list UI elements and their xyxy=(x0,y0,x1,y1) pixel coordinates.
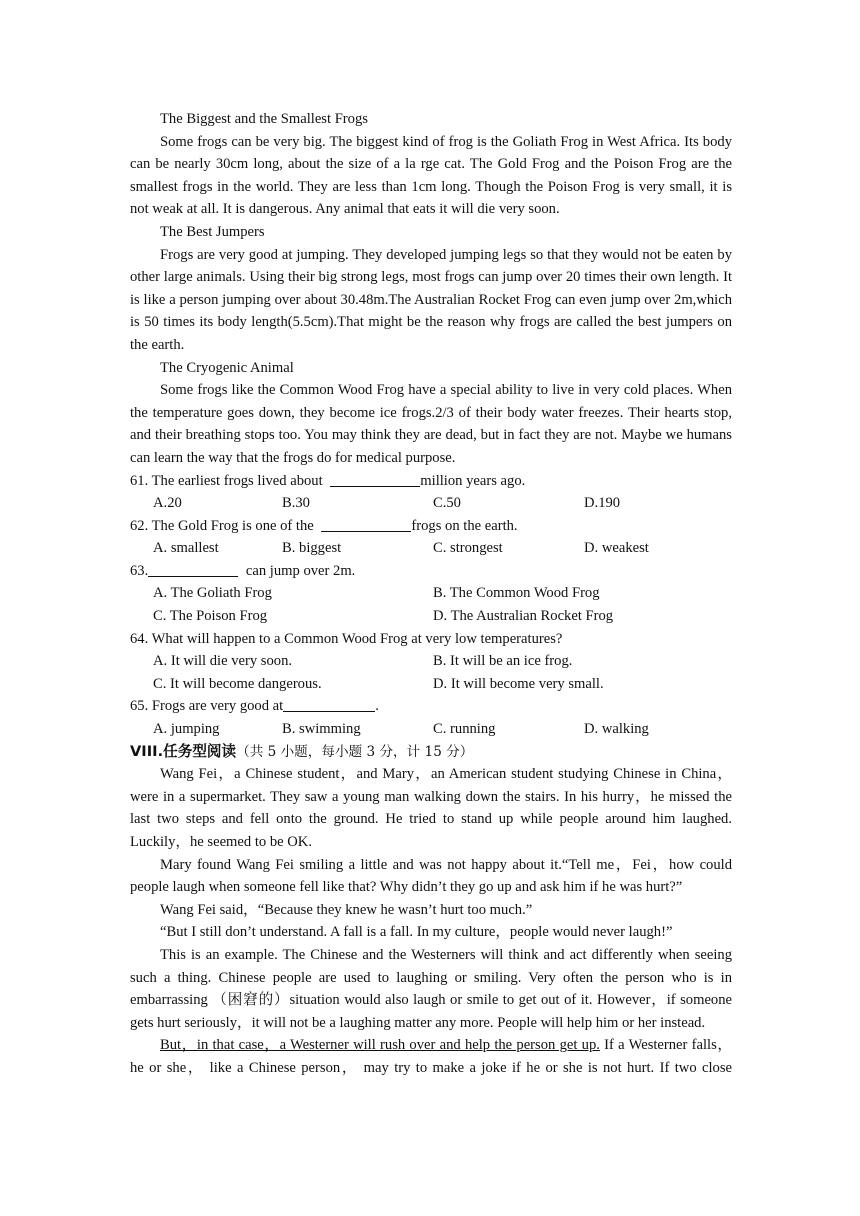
option-a: A. jumping xyxy=(153,721,220,738)
option-a: A. It will die very soon. xyxy=(153,653,293,670)
answer-blank xyxy=(321,516,411,532)
passage-paragraph-4: “But I still don’t understand. A fall is a fall. In my culture，people would never laugh!” xyxy=(160,924,673,941)
underlined-sentence: But，in that case，a Westerner will rush over and help the person get up. xyxy=(160,1037,600,1054)
question-62-options xyxy=(130,537,732,560)
passage-paragraph-3: Wang Fei said，“Because they knew he wasn’t hurt too much.” xyxy=(160,901,533,918)
option-c: C. strongest xyxy=(433,540,503,557)
question-61: 61. The earliest frogs lived about million years ago. xyxy=(130,472,526,489)
option-b: B. biggest xyxy=(282,540,342,557)
question-63: 63. can jump over 2m. xyxy=(130,562,356,579)
passage-paragraph-6: But，in that case，a Westerner will rush over and help the person get up. If a Westerner falls，he or she， like a Chinese person， may try to make a joke if he or she is not hurt. If two close xyxy=(130,1037,732,1076)
subheading-best-jumpers: The Best Jumpers xyxy=(160,223,265,240)
answer-blank xyxy=(148,561,238,577)
option-d: D. It will become very small. xyxy=(433,675,604,692)
question-64: 64. What will happen to a Common Wood Frog at very low temperatures? xyxy=(130,630,563,647)
option-b: B.30 xyxy=(282,495,310,512)
option-b: B. The Common Wood Frog xyxy=(433,585,600,602)
question-64-options-row2 xyxy=(130,673,732,696)
paragraph-best-jumpers: Frogs are very good at jumping. They developed jumping legs so that they would not be eaten by other large animals. Using their big strong legs, most frogs can jump over 20 times their own length. It is like a person jumping over about 30.48m.The Australian Rocket Frog can even jump over 2m,which is 50 times its body length(5.5cm).That might be the reason why frogs are called the best jumpers on the earth. xyxy=(130,246,732,353)
passage-paragraph-1: Wang Fei，a Chinese student，and Mary，an American student studying Chinese in China，were in a supermarket. They saw a young man walking down the stairs. In his hurry，he missed the last two steps and fell onto the ground. He tried to stand up while people around him laughed. Luckily，he seemed to be OK. xyxy=(130,766,732,850)
option-a: A.20 xyxy=(153,495,182,512)
option-d: D. walking xyxy=(584,721,649,738)
paragraph-cryogenic: Some frogs like the Common Wood Frog have a special ability to live in very cold places. When the temperature goes down, they become ice frogs.2/3 of their body water freezes. Their hearts stop, and their breathing stops too. You may think they are dead, but in fact they are not. Maybe we humans can learn the way that the frogs do for medical purpose. xyxy=(130,382,732,466)
option-c: C. running xyxy=(433,721,496,738)
passage-paragraph-5: This is an example. The Chinese and the Westerners will think and act differently when seeing such a thing. Chinese people are used to laughing or smiling. Very often the person who is in embarrassing （困窘的）situation would also laugh or smile to get out of it. However，if someone gets hurt seriously，it will not be a laughing matter any more. People will help him or her instead. xyxy=(130,946,732,1031)
option-c: C. The Poison Frog xyxy=(153,608,268,625)
document-page xyxy=(130,108,732,1080)
question-64-options-row1 xyxy=(130,650,732,673)
question-65-options xyxy=(130,718,732,741)
option-d: D. The Australian Rocket Frog xyxy=(433,608,614,625)
option-c: C.50 xyxy=(433,495,461,512)
question-62: 62. The Gold Frog is one of the frogs on the earth. xyxy=(130,517,518,534)
question-63-options-row1 xyxy=(130,582,732,605)
question-61-options xyxy=(130,492,732,515)
question-65: 65. Frogs are very good at . xyxy=(130,698,379,715)
section-heading xyxy=(130,741,732,764)
option-a: A. The Goliath Frog xyxy=(153,585,272,602)
answer-blank xyxy=(330,471,420,487)
option-d: D. weakest xyxy=(584,540,649,557)
section-title: VIII.任务型阅读 xyxy=(130,742,237,760)
question-63-options-row2 xyxy=(130,605,732,628)
option-b: B. swimming xyxy=(282,721,361,738)
subheading-biggest-smallest: The Biggest and the Smallest Frogs xyxy=(160,111,368,127)
section-scoring-note: （共 5 小题，每小题 3 分，计 15 分） xyxy=(236,743,474,760)
subheading-cryogenic: The Cryogenic Animal xyxy=(160,359,294,376)
paragraph-biggest-smallest: Some frogs can be very big. The biggest kind of frog is the Goliath Frog in West Africa. Its body can be nearly 30cm long, about the size of a la rge cat. The Gold Frog and the Poison Frog are the smallest frogs in the world. They are less than 1cm long. Though the Poison Frog is very small, it is not weak at all. It is dangerous. Any animal that eats it will die very soon. xyxy=(130,133,732,218)
answer-blank xyxy=(283,696,375,712)
option-b: B. It will be an ice frog. xyxy=(433,653,573,670)
passage-paragraph-2: Mary found Wang Fei smiling a little and was not happy about it.“Tell me，Fei，how could people laugh when someone fell like that? Why didn’t they go up and ask him if he was hurt?” xyxy=(130,856,732,896)
option-d: D.190 xyxy=(584,495,621,512)
option-a: A. smallest xyxy=(153,540,219,557)
option-c: C. It will become dangerous. xyxy=(153,675,322,692)
